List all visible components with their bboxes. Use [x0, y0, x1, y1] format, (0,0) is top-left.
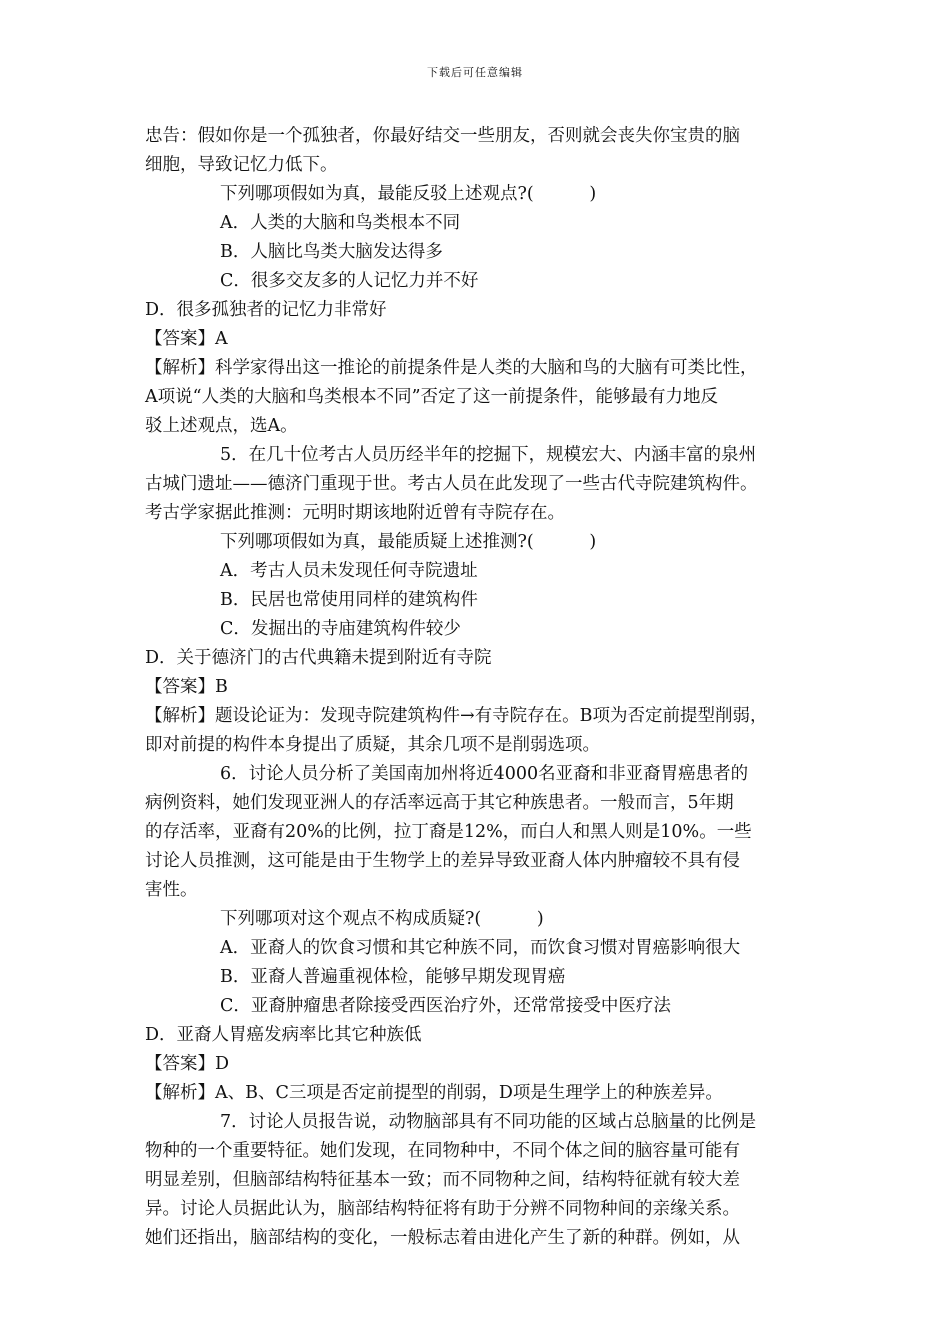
text-line: 她们还指出，脑部结构的变化，一般标志着由进化产生了新的种群。例如，从: [145, 1228, 740, 1248]
text-line: 7．讨论人员报告说，动物脑部具有不同功能的区域占总脑量的比例是: [220, 1112, 757, 1132]
document-body: [145, 122, 810, 1253]
text-line: 异。讨论人员据此认为，脑部结构特征将有助于分辨不同物种间的亲缘关系。: [145, 1199, 740, 1219]
text-line: A项说“人类的大脑和鸟类根本不同”否定了这一前提条件，能够最有力地反: [145, 387, 719, 407]
text-line: B．民居也常使用同样的建筑构件: [220, 590, 478, 610]
text-line: D．关于德济门的古代典籍未提到附近有寺院: [145, 648, 492, 668]
text-line: 病例资料，她们发现亚洲人的存活率远高于其它种族患者。一般而言，5年期: [145, 793, 734, 813]
text-line: 【解析】A、B、C三项是否定前提型的削弱，D项是生理学上的种族差异。: [145, 1083, 723, 1103]
text-line: 的存活率，亚裔有20%的比例，拉丁裔是12%，而白人和黑人则是10%。一些: [145, 822, 752, 842]
text-line: 害性。: [145, 880, 198, 900]
text-line: 古城门遗址——德济门重现于世。考古人员在此发现了一些古代寺院建筑构件。: [145, 474, 758, 494]
text-line: A．考古人员未发现任何寺院遗址: [220, 561, 478, 581]
text-line: C．发掘出的寺庙建筑构件较少: [220, 619, 461, 639]
text-line: C．亚裔肿瘤患者除接受西医治疗外，还常常接受中医疗法: [220, 996, 671, 1016]
text-line: 【答案】A: [145, 329, 228, 349]
text-line: 【解析】题设论证为：发现寺院建筑构件→有寺院存在。B项为否定前提型削弱，: [145, 706, 768, 726]
text-line: 考古学家据此推测：元明时期该地附近曾有寺院存在。: [145, 503, 565, 523]
text-line: 5．在几十位考古人员历经半年的挖掘下，规模宏大、内涵丰富的泉州: [220, 445, 757, 465]
text-line: C．很多交友多的人记忆力并不好: [220, 271, 479, 291]
text-line: 明显差别，但脑部结构特征基本一致；而不同物种之间，结构特征就有较大差: [145, 1170, 740, 1190]
text-line: 下列哪项对这个观点不构成质疑?( ): [220, 909, 544, 929]
text-line: 细胞，导致记忆力低下。: [145, 155, 338, 175]
text-line: 讨论人员推测，这可能是由于生物学上的差异导致亚裔人体内肿瘤较不具有侵: [145, 851, 740, 871]
text-line: 下列哪项假如为真，最能反驳上述观点?( ): [220, 184, 597, 204]
text-line: 【答案】B: [145, 677, 228, 697]
text-line: 即对前提的构件本身提出了质疑，其余几项不是削弱选项。: [145, 735, 600, 755]
text-line: D．亚裔人胃癌发病率比其它种族低: [145, 1025, 422, 1045]
text-line: B．人脑比鸟类大脑发达得多: [220, 242, 443, 262]
text-line: 【答案】D: [145, 1054, 230, 1074]
text-line: 物种的一个重要特征。她们发现，在同物种中，不同个体之间的脑容量可能有: [145, 1141, 740, 1161]
text-line: A．亚裔人的饮食习惯和其它种族不同，而饮食习惯对胃癌影响很大: [220, 938, 741, 958]
page-header: 下载后可任意编辑: [427, 66, 523, 79]
text-line: 【解析】科学家得出这一推论的前提条件是人类的大脑和鸟的大脑有可类比性，: [145, 358, 758, 378]
text-line: 6．讨论人员分析了美国南加州将近4000名亚裔和非亚裔胃癌患者的: [220, 764, 749, 784]
text-line: 忠告：假如你是一个孤独者，你最好结交一些朋友，否则就会丧失你宝贵的脑: [145, 126, 740, 146]
text-line: 驳上述观点，选A。: [145, 416, 298, 436]
text-line: A．人类的大脑和鸟类根本不同: [220, 213, 461, 233]
text-line: D．很多孤独者的记忆力非常好: [145, 300, 387, 320]
text-line: 下列哪项假如为真，最能质疑上述推测?( ): [220, 532, 597, 552]
text-line: B．亚裔人普遍重视体检，能够早期发现胃癌: [220, 967, 566, 987]
